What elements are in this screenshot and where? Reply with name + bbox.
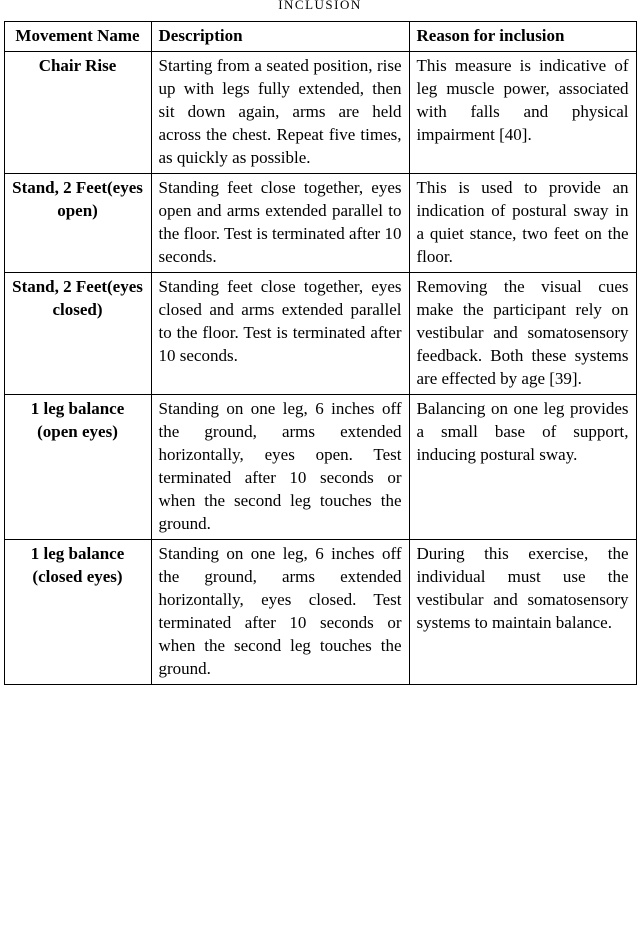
reason-cell: Removing the visual cues make the participant rely on vestibular and somatosensory feedback. Both these systems are effected by age [39]. — [409, 273, 636, 395]
table-row — [4, 540, 636, 685]
movement-name-cell: Chair Rise — [4, 52, 151, 174]
reason-cell: During this exercise, the individual must use the vestibular and somatosensory systems to maintain balance. — [409, 540, 636, 685]
table-row — [4, 174, 636, 273]
table-header-row — [4, 22, 636, 52]
description-cell: Standing feet close together, eyes closed and arms extended parallel to the floor. Test is terminated after 10 seconds. — [151, 273, 409, 395]
reason-header: Reason for inclusion — [409, 22, 636, 52]
movement-name-cell: Stand, 2 Feet(eyes closed) — [4, 273, 151, 395]
reason-cell: This is used to provide an indication of postural sway in a quiet stance, two feet on the floor. — [409, 174, 636, 273]
movement-name-cell: 1 leg balance (closed eyes) — [4, 540, 151, 685]
table-row — [4, 52, 636, 174]
movement-name-cell: 1 leg balance (open eyes) — [4, 395, 151, 540]
movement-name-cell: Stand, 2 Feet(eyes open) — [4, 174, 151, 273]
reason-cell: Balancing on one leg provides a small base of support, inducing postural sway. — [409, 395, 636, 540]
reason-cell: This measure is indicative of leg muscle power, associated with falls and physical impairment [40]. — [409, 52, 636, 174]
table-row — [4, 273, 636, 395]
movement-name-header: Movement Name — [4, 22, 151, 52]
movements-table — [4, 21, 637, 685]
table-row — [4, 395, 636, 540]
description-cell: Starting from a seated position, rise up with legs fully extended, then sit down again, arms are held across the chest. Repeat five times, as quickly as possible. — [151, 52, 409, 174]
description-cell: Standing on one leg, 6 inches off the ground, arms extended horizontally, eyes open. Test terminated after 10 seconds or when the second leg touches the ground. — [151, 395, 409, 540]
description-header: Description — [151, 22, 409, 52]
description-cell: Standing feet close together, eyes open and arms extended parallel to the floor. Test is terminated after 10 seconds. — [151, 174, 409, 273]
table-caption: INCLUSION — [278, 0, 362, 12]
description-cell: Standing on one leg, 6 inches off the ground, arms extended horizontally, eyes closed. Test terminated after 10 seconds or when the second leg touches the ground. — [151, 540, 409, 685]
